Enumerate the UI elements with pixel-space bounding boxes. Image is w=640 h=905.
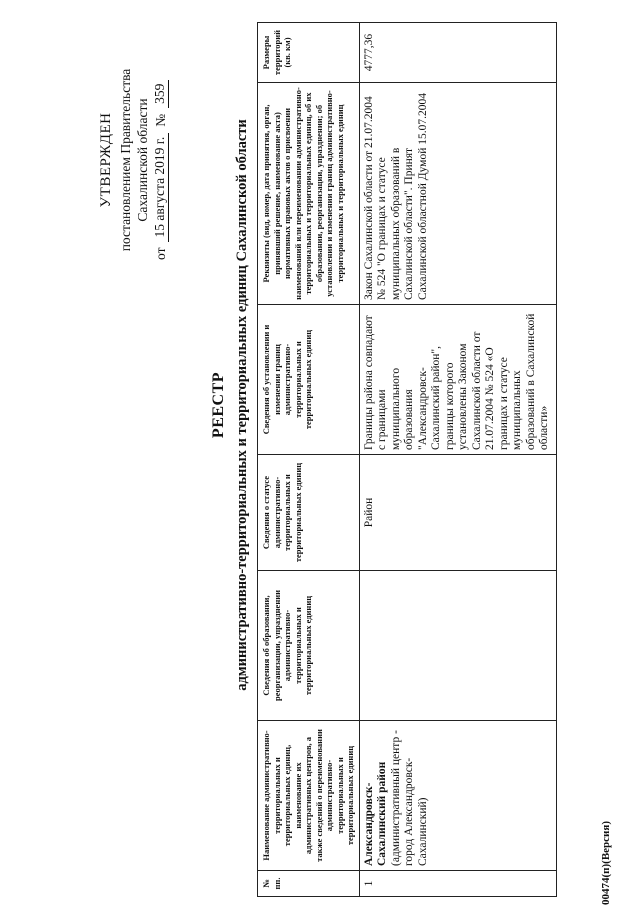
header-formation: Сведения об образовании, реорганизации, упразднении административно-территориальных и территориальных единиц xyxy=(258,571,360,721)
approval-block xyxy=(98,60,169,260)
cell-number: 1 xyxy=(359,871,556,897)
cell-formation xyxy=(359,571,556,721)
approval-date-line xyxy=(151,60,169,260)
approval-title: УТВЕРЖДЕН xyxy=(98,112,114,208)
registry-table xyxy=(257,22,557,897)
approval-number-label: № xyxy=(153,113,168,127)
header-name: Наименование административно-территориальных и территориальных единиц, наименование их административных центров, а также сведений о переименовании административно-территориальных и территориальных единиц xyxy=(258,721,360,871)
footer-code: 00474(п)(Версия) xyxy=(600,821,612,905)
approval-number: 359 xyxy=(151,80,169,108)
cell-name-detail: (административный центр - город Александровск-Сахалинский) xyxy=(389,730,429,866)
header-borders: Сведения об установлении и изменении границ административно-территориальных и территориальных единиц xyxy=(258,305,360,455)
header-status: Сведения о статусе административно-территориальных и территориальных единиц xyxy=(258,455,360,571)
approval-line-1: постановлением Правительства xyxy=(118,68,133,252)
header-acts: Реквизиты (вид, номер, дата принятия, орган, принявший решение, наименование акта) нормативных правовых актов о присвоении наименований или переименовании административно-территориальных и территориальных единиц, об их образовании, реорганизации, упразднении; об установлении и изменении границ административно-территориальных и территориальных единиц xyxy=(258,83,360,305)
cell-name xyxy=(359,721,556,871)
approval-from-label: от xyxy=(153,247,168,260)
approval-line-2: Сахалинской области xyxy=(135,98,150,222)
cell-name-title: Александровск-Сахалинский район xyxy=(362,761,388,866)
document-heading xyxy=(210,25,251,785)
heading-subtitle: административно-территориальных и территориальных единиц Сахалинской области xyxy=(234,119,250,691)
heading-title: РЕЕСТР xyxy=(210,371,227,439)
cell-acts: Закон Сахалинской области от 21.07.2004 № 524 "О границах и статусе муниципальных образований в Сахалинской области". Принят Сахалинской областной Думой 15.07.2004 xyxy=(359,83,556,305)
table-row xyxy=(359,23,556,897)
header-number: № пп. xyxy=(258,871,360,897)
approval-date: 15 августа 2019 г. xyxy=(151,133,169,242)
cell-area: 4777,36 xyxy=(359,23,556,83)
header-area: Размеры территорий (кв. км) xyxy=(258,23,360,83)
cell-status: Район xyxy=(359,455,556,571)
cell-borders: Границы района совпадают с границами муниципального образования "Александровск-Сахалинский район", границы которого установлены Законом Сахалинской области от 21.07.2004 № 524 «О границах и статусе муниципальных образований в Сахалинской области» xyxy=(359,305,556,455)
table-header-row xyxy=(258,23,360,897)
